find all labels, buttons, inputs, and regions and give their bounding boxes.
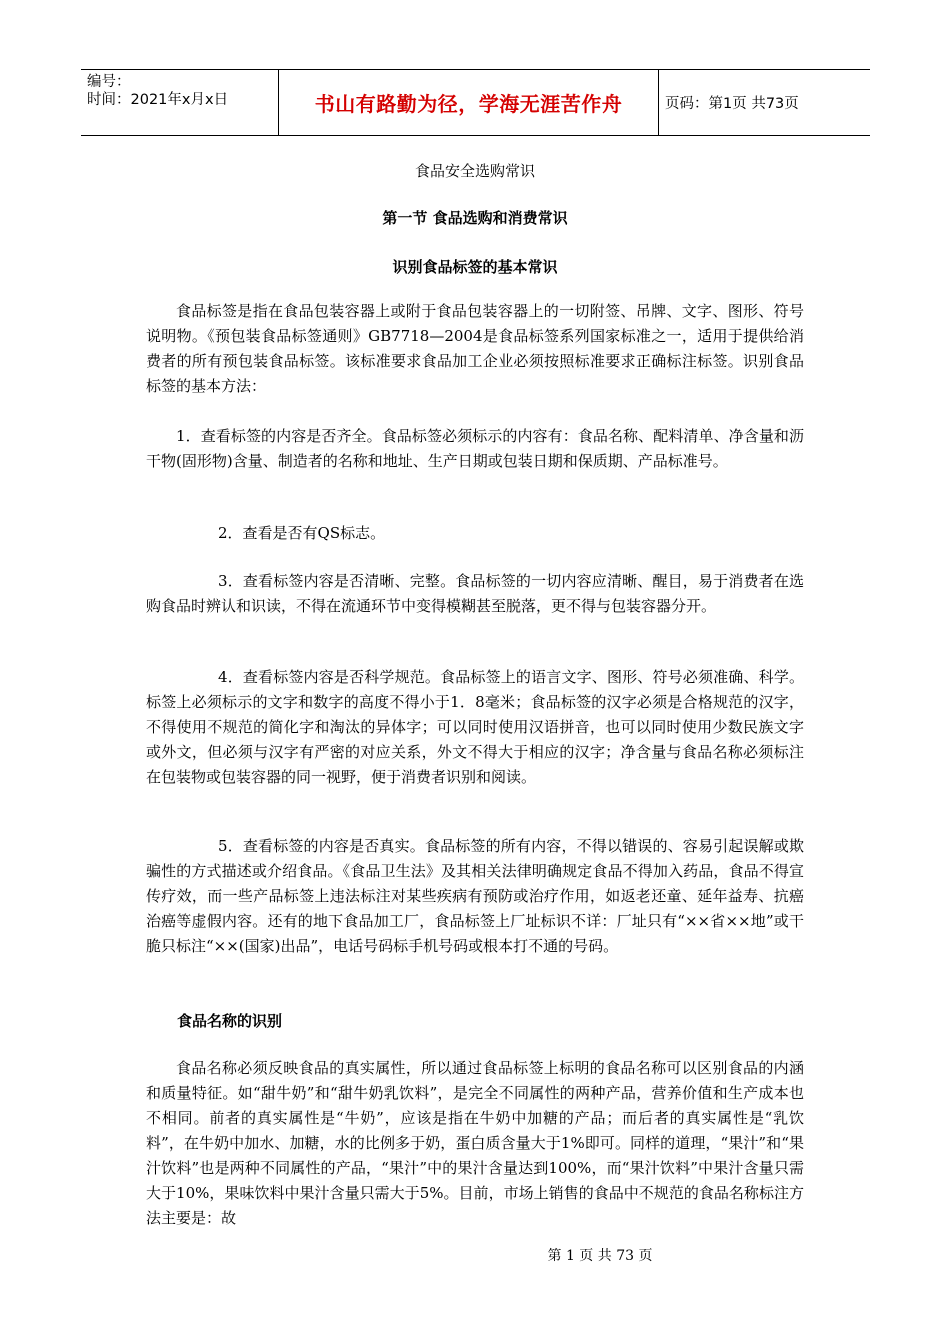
header-motto: 书山有路勤为径，学海无涯苦作舟 <box>279 70 659 135</box>
list-item: 3．查看标签内容是否清晰、完整。食品标签的一切内容应清晰、醒目，易于消费者在选购食品时辨认和识读，不得在流通环节中变得模糊甚至脱落，更不得与包装容器分开。 <box>146 572 804 615</box>
header-page-info: 页码：第1页 共73页 <box>665 96 799 112</box>
header-number-label: 编号： <box>87 74 131 90</box>
list-item: 5．查看标签的内容是否真实。食品标签的所有内容，不得以错误的、容易引起误解或欺骗性的方式描述或介绍食品。《食品卫生法》及其相关法律明确规定食品不得加入药品，食品不得宣传疗效，而一些产品标签上违法标注对某些疾病有预防或治疗作用，如返老还童、延年益寿、抗癌治癌等虚假内容。还有的地下食品加工厂，食品标签上厂址标识不详：厂址只有“××省××地”或干脆只标注“××(国家)出品”，电话号码标手机号码或根本打不通的号码。 <box>146 837 804 955</box>
header-date-label: 时间：2021年x月x日 <box>87 92 229 108</box>
document-header <box>81 69 870 136</box>
section-title: 第一节 食品选购和消费常识 <box>382 209 568 227</box>
food-name-paragraph: 食品名称必须反映食品的真实属性，所以通过食品标签上标明的食品名称可以区别食品的内涵和质量特征。如“甜牛奶”和“甜牛奶乳饮料”，是完全不同属性的两种产品，营养价值和生产成本也不相同。前者的真实属性是“牛奶”，应该是指在牛奶中加糖的产品；而后者的真实属性是“乳饮料”，在牛奶中加水、加糖，水的比例多于奶，蛋白质含量大于1%即可。同样的道理，“果汁”和“果汁饮料”也是两种不同属性的产品，“果汁”中的果汁含量达到100%，而“果汁饮料”中果汁含量只需大于10%，果味饮料中果汁含量只需大于5%。目前，市场上销售的食品中不规范的食品名称标注方法主要是：故 <box>146 1059 804 1227</box>
intro-paragraph: 食品标签是指在食品包装容器上或附于食品包装容器上的一切附签、吊牌、文字、图形、符号说明物。《预包装食品标签通则》GB7718—2004是食品标签系列国家标准之一，适用于提供给消费者的所有预包装食品标签。该标准要求食品加工企业必须按照标准要求正确标注标签。识别食品标签的基本方法： <box>146 302 804 395</box>
list-item: 1．查看标签的内容是否齐全。食品标签必须标示的内容有：食品名称、配料清单、净含量和沥干物(固形物)含量、制造者的名称和地址、生产日期或包装日期和保质期、产品标准号。 <box>146 427 804 470</box>
subsection-title: 识别食品标签的基本常识 <box>392 258 558 276</box>
document-title: 食品安全选购常识 <box>414 162 535 180</box>
header-meta <box>81 70 279 135</box>
list-item: 2．查看是否有QS标志。 <box>218 524 386 542</box>
page-footer <box>0 1245 950 1265</box>
footer-page-number: 第 1 页 共 73 页 <box>547 1248 653 1264</box>
food-name-heading: 食品名称的识别 <box>177 1012 283 1030</box>
list-item: 4．查看标签内容是否科学规范。食品标签上的语言文字、图形、符号必须准确、科学。标签上必须标示的文字和数字的高度不得小于1．8毫米；食品标签的汉字必须是合格规范的汉字，不得使用不规范的简化字和淘汰的异体字；可以同时使用汉语拼音，也可以同时使用少数民族文字或外文，但必须与汉字有严密的对应关系，外文不得大于相应的汉字；净含量与食品名称必须标注在包装物或包装容器的同一视野，便于消费者识别和阅读。 <box>146 668 804 786</box>
